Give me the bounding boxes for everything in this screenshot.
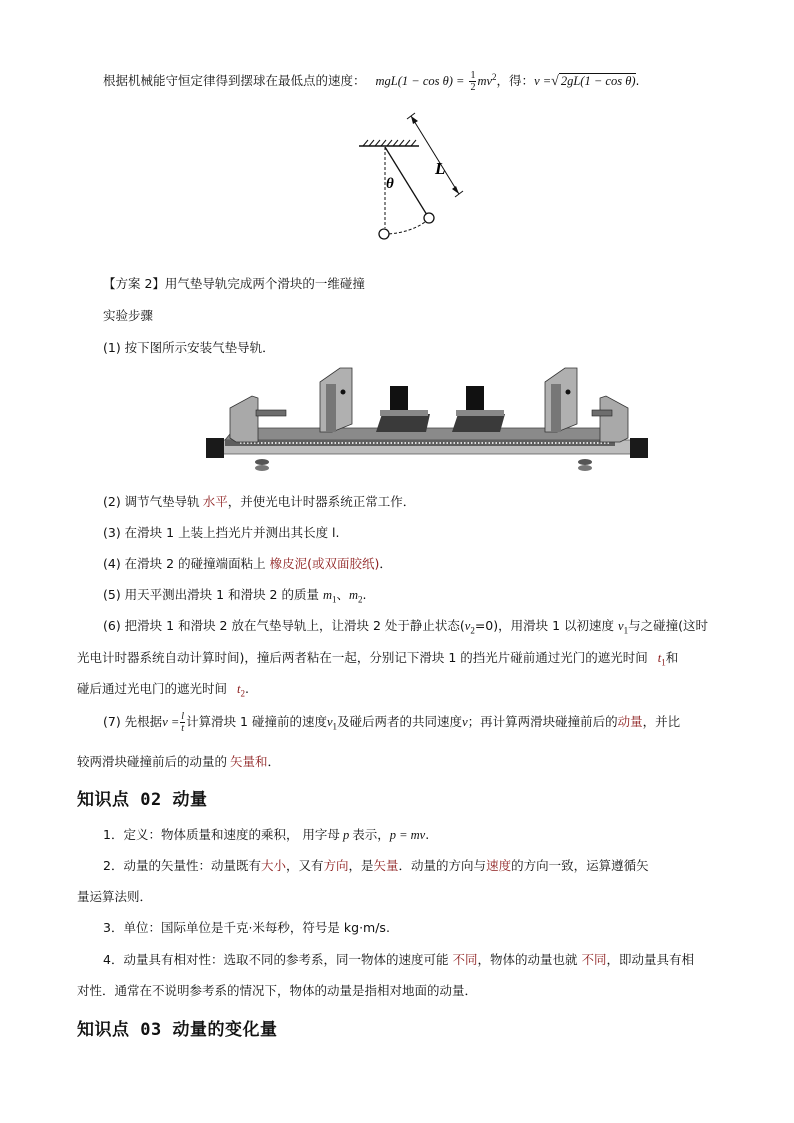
formula-lhs: mgL(1 − cos θ) = — [375, 74, 465, 88]
energy-formula-line: 根据机械能守恒定律得到摆球在最低点的速度： mgL(1 − cos θ) = $\frac{1}{2}$ $mv^2$，得：v =√ 2gL(1 − cos θ). — [103, 70, 640, 93]
step-7-line1: (7) 先根据v = $\frac{l}{t}$ 计算滑块 1 碰撞前的速度$v_1$及碰后两者的共同速度v；再计算两滑块碰撞前后的动量，并比 — [103, 711, 681, 734]
relativity-line2: 对性．通常在不说明参考系的情况下，物体的动量是指相对地面的动量． — [77, 983, 478, 998]
relativity-line1: 4．动量具有相对性：选取不同的参考系，同一物体的速度可能 不同，物体的动量也就 不同，即动量具有相 — [103, 952, 695, 967]
air-track-diagram — [200, 362, 655, 474]
section-02-title: 知识点 02 动量 — [77, 790, 208, 810]
pendulum-diagram — [355, 110, 465, 245]
step-5: (5) 用天平测出滑块 1 和滑块 2 的质量 $m_1$、$m_2$. — [103, 587, 367, 605]
section-03-title: 知识点 03 动量的变化量 — [77, 1020, 278, 1040]
steps-title: 实验步骤 — [103, 308, 154, 323]
keyword-putty: 橡皮泥(或双面胶纸) — [269, 556, 380, 571]
vector-property-line1: 2．动量的矢量性：动量既有大小，又有方向，是矢量．动量的方向与速度的方向一致，运算遵循矢 — [103, 858, 649, 873]
step-3: (3) 在滑块 1 上装上挡光片并测出其长度 l. — [103, 525, 340, 540]
step-6-line3: 碰后通过光电门的遮光时间 $t_2$. — [77, 681, 249, 699]
step-7-line2: 较两滑块碰撞前后的动量的 矢量和． — [77, 754, 281, 769]
step-1: (1) 按下图所示安装气垫导轨． — [103, 340, 275, 355]
step-6-line1: (6) 把滑块 1 和滑块 2 放在气垫导轨上，让滑块 2 处于静止状态$(v_2=0)$，用滑块 1 以初速度 $v_1$与之碰撞(这时 — [103, 618, 708, 636]
formula-intro: 根据机械能守恒定律得到摆球在最低点的速度： — [103, 73, 366, 88]
unit-line: 3．单位：国际单位是千克·米每秒，符号是 kg·m/s. — [103, 920, 390, 935]
formula-mv: mv — [477, 74, 493, 88]
step-2: (2) 调节气垫导轨 水平，并使光电计时器系统正常工作． — [103, 494, 416, 509]
angle-label: θ — [386, 176, 394, 192]
formula-sqrt: 2gL(1 − cos θ) — [560, 74, 636, 88]
formula-v: v = — [534, 74, 552, 88]
length-label: L — [435, 159, 446, 178]
step-6-line2: 光电计时器系统自动计算时间)，撞后两者粘在一起，分别记下滑块 1 的挡光片碰前通过光门的遮光时间 $t_1$和 — [77, 650, 679, 668]
step-4: (4) 在滑块 2 的碰撞端面粘上 橡皮泥(或双面胶纸)． — [103, 556, 392, 571]
plan2-title: 【方案 2】用气垫导轨完成两个滑块的一维碰撞 — [103, 276, 365, 291]
formula-mid: ，得： — [496, 73, 535, 88]
keyword-horizontal: 水平 — [202, 494, 228, 509]
vector-property-line2: 量运算法则． — [77, 889, 153, 904]
keyword-vector-sum: 矢量和 — [230, 754, 268, 769]
keyword-momentum: 动量 — [617, 714, 643, 729]
definition-line: 1．定义：物体质量和速度的乘积， 用字母 p 表示，p = mv. — [103, 827, 430, 842]
fraction-half: $\frac{1}{2}$ — [470, 70, 476, 93]
